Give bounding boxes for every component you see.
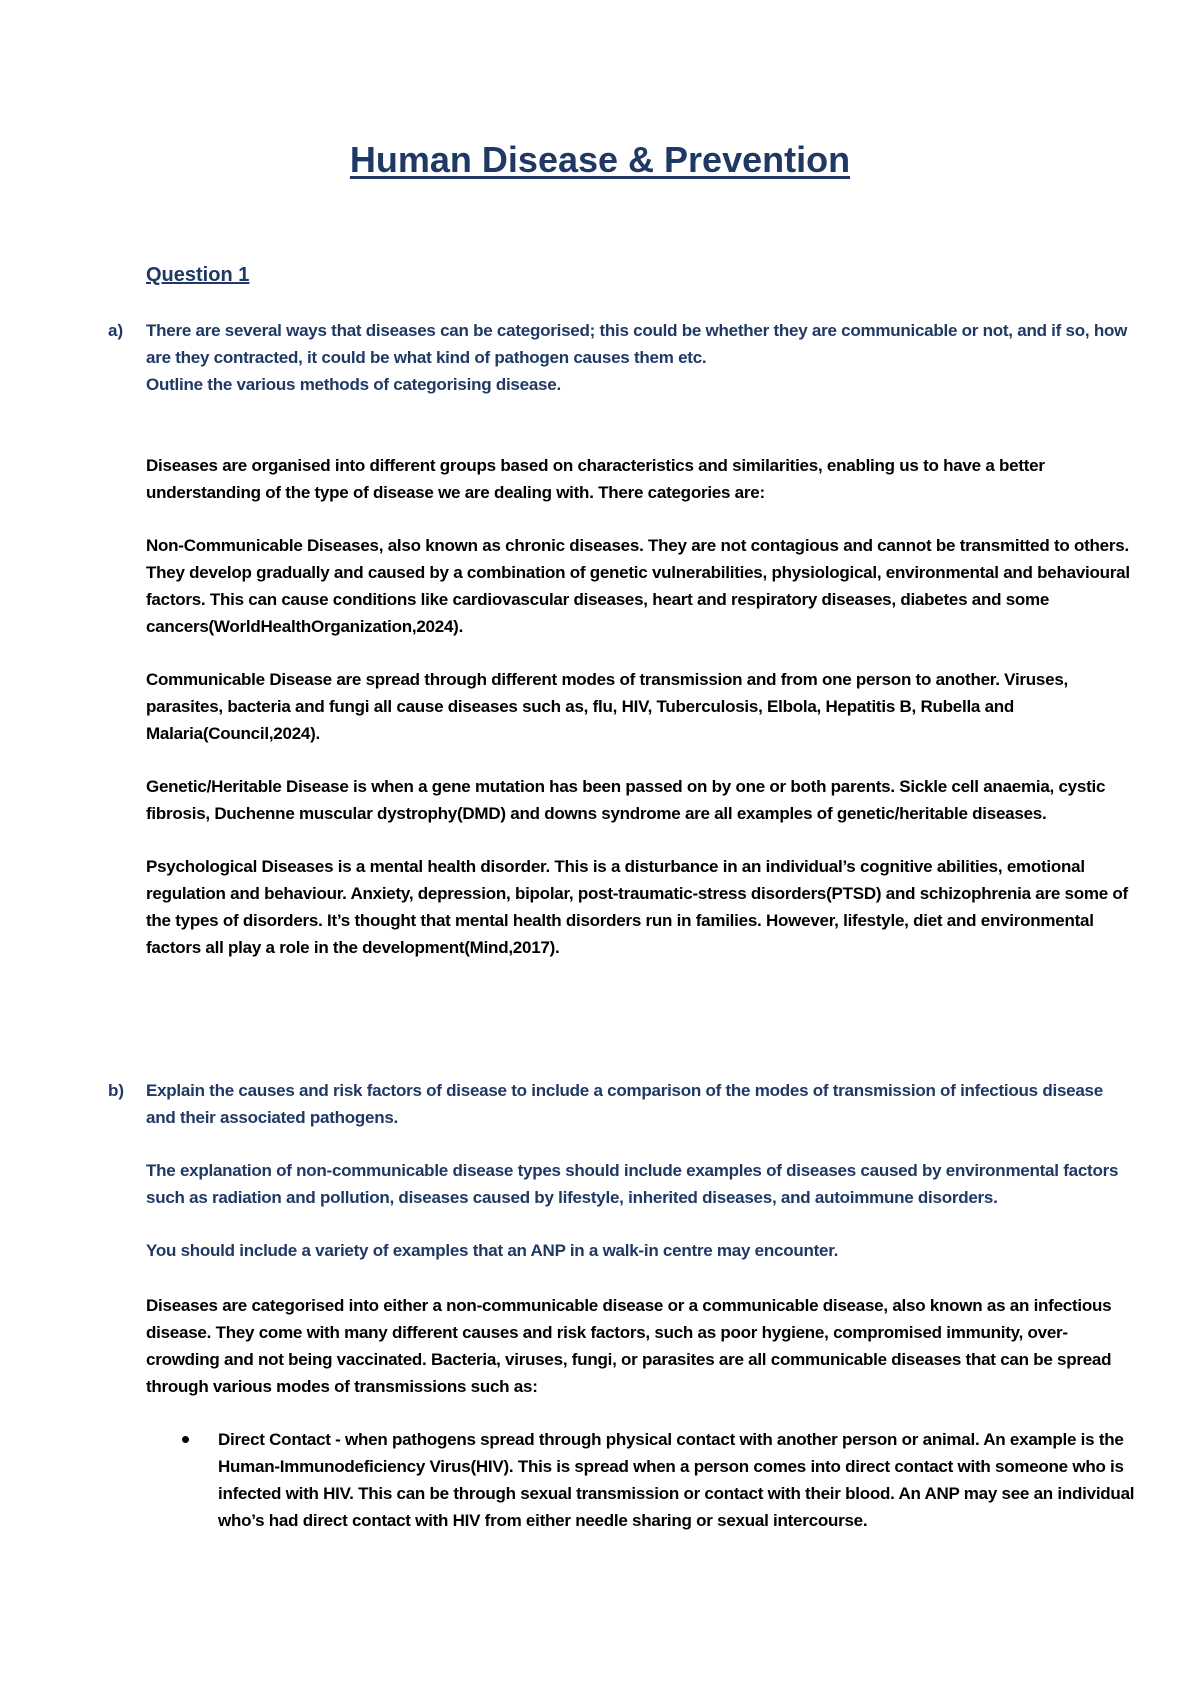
part-a-prompt [146, 317, 1136, 398]
answer-paragraph: Non-Communicable Diseases, also known as chronic diseases. They are not contagious and cannot be transmitted to others. They develop gradually and caused by a combination of genetic vulnerabilities, physiological, environmental and behavioural factors. This can cause conditions like cardiovascular diseases, heart and respiratory diseases, diabetes and some cancers(WorldHealthOrganization,2024). [146, 536, 1130, 636]
answer-paragraph: Diseases are categorised into either a non-communicable disease or a communicable disease, also known as an infectious disease. They come with many different causes and risk factors, such as poor hygiene, compromised immunity, over-crowding and not being vaccinated. Bacteria, viruses, fungi, or parasites are all communicable diseases that can be spread through various modes of transmissions such as: [146, 1296, 1112, 1396]
part-a-prompt-line: There are several ways that diseases can be categorised; this could be whether they are communicable or not, and if so, how are they contracted, it could be what kind of pathogen causes them etc. [146, 321, 1128, 367]
list-item [218, 1426, 1138, 1534]
part-a-answer [146, 452, 1136, 961]
answer-paragraph: Psychological Diseases is a mental health disorder. This is a disturbance in an individual’s cognitive abilities, emotional regulation and behaviour. Anxiety, depression, bipolar, post-traumatic-stress disorders(PTSD) and schizophrenia are some of the types of disorders. It’s thought that mental health disorders run in families. However, lifestyle, diet and environmental factors all play a role in the development(Mind,2017). [146, 857, 1128, 957]
part-b-prompt-line: Explain the causes and risk factors of disease to include a comparison of the modes of transmission of infectious disease and their associated pathogens. [146, 1081, 1103, 1127]
part-a-prompt-line: Outline the various methods of categorising disease. [146, 375, 561, 394]
answer-paragraph: Communicable Disease are spread through different modes of transmission and from one person to another. Viruses, parasites, bacteria and fungi all cause diseases such as, flu, HIV, Tuberculosis, Elbola, Hepatitis B, Rubella and Malaria(Council,2024). [146, 670, 1069, 743]
answer-paragraph: Diseases are organised into different groups based on characteristics and similarities, enabling us to have a better understanding of the type of disease we are dealing with. There categories are: [146, 456, 1045, 502]
part-b-prompt [146, 1077, 1136, 1264]
part-b-prompt-line: The explanation of non-communicable disease types should include examples of diseases caused by environmental factors such as radiation and pollution, diseases caused by lifestyle, inherited diseases, and autoimmune disorders. [146, 1161, 1119, 1207]
question-heading: Question 1 [146, 264, 250, 286]
answer-paragraph: Genetic/Heritable Disease is when a gene mutation has been passed on by one or both parents. Sickle cell anaemia, cystic fibrosis, Duchenne muscular dystrophy(DMD) and downs syndrome are all examples of genetic/heritable diseases. [146, 777, 1106, 823]
list-item-text: Direct Contact - when pathogens spread through physical contact with another person or animal. An example is the Human-Immunodeficiency Virus(HIV). This is spread when a person comes into direct contact with someone who is infected with HIV. This can be through sexual transmission or contact with their blood. An ANP may see an individual who’s had direct contact with HIV from either needle sharing or sexual intercourse. [218, 1430, 1135, 1530]
part-b-answer [146, 1292, 1136, 1400]
transmission-list [218, 1426, 1138, 1534]
part-a-marker: a) [108, 321, 124, 340]
bullet-icon [182, 1436, 189, 1443]
part-b-prompt-line: You should include a variety of examples that an ANP in a walk-in centre may encounter. [146, 1241, 839, 1260]
document-title: Human Disease & Prevention [349, 139, 851, 180]
part-b-marker: b) [108, 1081, 125, 1100]
